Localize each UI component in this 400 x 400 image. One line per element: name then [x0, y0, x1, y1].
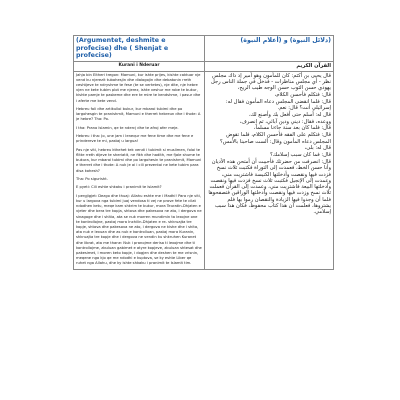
right-paragraph: قال له: أسلم حتى أفعل بك وأصنع لك، — [248, 111, 331, 118]
right-paragraph: قال: انصرفت من حضرتك فأحببت أن أمتحن هذه الأديان وأنا حسن الخط، فعمدت إلى التوراة فكتبت ثلاث نسخ فزدت فيها ونقصت وأدخلتها الكنيسة فاشتريت مني، وعمدت إلى الإنجيل فكتبت ثلاث نسخ فزدت فيها ونقصت وأدخلتها البيعة فاشتريت مني، وعمدت إلى القرآن فعملت ثلاث نسخ وزدت فيها ونقصت وأدخلتها الوراقين فتصفحوها فلما أن وجدوا فيها الزيادة والنقصان رموا بها فلم يشتروها، فعلمت أن هذا كتاب محفوظ، فكان هذا سبب إسلامي. — [208, 158, 331, 216]
left-paragraph: I pergjigjet: Dezgo dhe thuaj: Allahu eshte me i Madhi! Para nje viti, kur u largova nga tubimi juaj vendosa ti vej ne prove fete te cilat ndodhen ketu, meqe kam shkrim te bukur, mora Teuratin-Dhjaten e vjeter dhe bera tre kopja, shtova dhe pakesova ne ato, i dergova ne sinagoge dhe i shitia, ata se nuk morren mundimin ta lexojne one te kontrollojne, pastaj mora Inxhilin-Dhjaten e re- shkruajta tre kopje, shtova dhe pakesova ne ato, i dergova ne kishe dhe i shita, ata nuk e lexuan dhe as nuk e kontrolluan, pastaj mora Kuranin, shkruajta tre kopje dhe i dergova ne vendin ku shkruhen Kuranet dhe librat, ata me thane: Nuk i pranojme derisa ti lexojme dhe ti kontrollojme, zbuluan gabimet e atyre kopjeve, zbuluan shtesat dhe pakesimet, i moren keto kopje, i dogjen dhe deshen te me vrisnin, meqene nga kjo qe me ndodhi e kuptova, se ky eshte Liber qe ruhet nga Allahu, dhe ky ishte shkaku i pranimit te Islamit tim. — [76, 193, 202, 266]
table-header-row — [74, 36, 334, 62]
right-paragraph: قال له: بلى، — [304, 145, 331, 152]
left-paragraph: I tha: Prano Islamin, qe te ndercj dhe te afroj afer meje. — [76, 125, 179, 130]
right-paragraph: قال: فتكلم فأحسن الكلام، — [274, 91, 331, 98]
right-paragraph: قال يحيى بن أكثم: كان للمأمون وهو أمير إذ ذاك مجلس نظر - أي مجلس مناظرات - فدخل في جملة الناس رجل يهودي حسن الثوب حسن الوجه طيب الريح، — [211, 72, 331, 92]
left-paragraph: Pas nje viti, hebreu kthehet tek vendi i tubimit si muslimen, foloi te flitte rreth dijeve te sheriatit, ne fikh dhe hadith, me fjale shume te bukura, kur mbaroi tubimi dhe po largohesin te pranishmit, Mamuni e therret dhe i thote: A nuk je ai i cili prezentoi ne kete tubim para disa kohesh? — [76, 147, 202, 173]
left-paragraph: Hebreu i tha: Jo, une jam i lenequr me fene time dhe me fene e prindereve te mi, pastaj u largua! — [76, 134, 194, 144]
right-paragraph: قال: فلما انقضى المجلس دعاه المأمون فقال له: إسرائيلي أنت؟ قال: نعم. — [225, 98, 331, 112]
body-cell-left — [74, 71, 205, 269]
left-paragraph: Hebreu foli dhe artikulloi bukur, kur mbaroi tubimi dhe po largohesgin te pranishmit, Mamuni e therret hebreun dhe i thote: A je hebre? Tha: Po. — [76, 106, 201, 122]
right-header-title: (دلائل النبوة) و (أعلام النبوة) — [240, 37, 331, 44]
table-body-row — [74, 71, 334, 269]
subheader-cell-left — [74, 61, 205, 71]
right-paragraph: قال: فلما كان بعد سنة جاءنا مسلماً، — [253, 125, 331, 132]
body-cell-right — [205, 71, 334, 269]
right-paragraph: قال: فتكلم على الفقه فأحسن الكلام، فلما تقوض المجلس دعاه المأمون وقال: ألست صاحبنا بالأمس؟ — [219, 132, 331, 145]
right-paragraph: ووعده، فقال: ديني ودين آبائي، ثم انصرف، — [239, 118, 331, 125]
right-subheader: القرآن الكريم — [296, 62, 331, 69]
table-subheader-row — [74, 61, 334, 71]
left-paragraph: Tha: Po sigurisht. — [76, 176, 108, 181]
left-paragraph: Jahja bin Eltheri tregon: Mamuni, kur ishte prijes, kishte caktuar nje vend ku njerezit tubohesjin dhe dialogojin dhe debatonin rreth ceshtjeve te ndryshme te fese (te se vertetes), nje dite, nje hebre vjen ne kete tubim plot me njerez, ishte veshur me robe te bukur, kishte pamje te paskeme dhe ere te mire te kendshme, i pasur dhe i aferte me kete vend. — [76, 72, 201, 103]
left-subheader: Kurani i Nderuar — [118, 62, 160, 68]
left-header-title: (Argumentet, deshmite e profecise) dhe ( Shenjat e profecise) — [76, 37, 169, 60]
right-paragraph: قال: فما كان سبب إسلامك؟ — [270, 152, 331, 159]
subheader-cell-right — [205, 61, 334, 71]
bilingual-table — [73, 35, 334, 270]
header-cell-left — [74, 36, 205, 62]
left-paragraph: E pyeti: Cili eshte shkaku i pranimit te Islamit? — [76, 185, 162, 190]
header-cell-right — [205, 36, 334, 62]
